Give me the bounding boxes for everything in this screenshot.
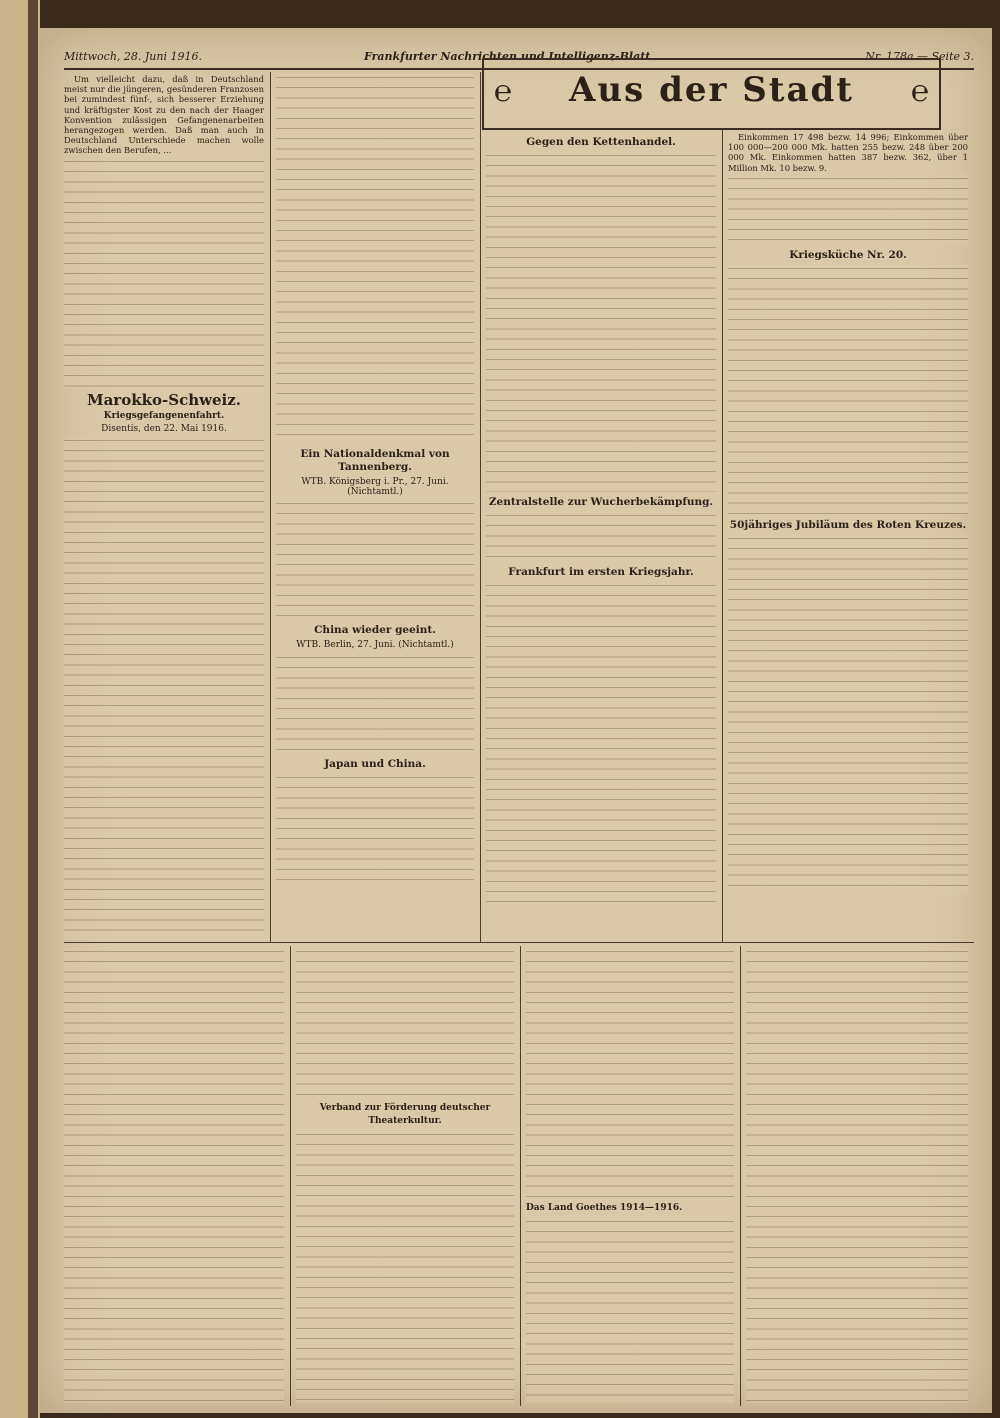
column-3 [486,132,716,940]
column-rule [740,946,741,1406]
feuilleton-column-2 [296,948,514,1403]
text-block [486,512,716,562]
article-heading: 50jähriges Jubiläum des Roten Kreuzes. [729,518,967,531]
text-block [296,1131,514,1403]
ornament-icon: ℮ [910,74,929,109]
feuilleton-column-4 [746,948,968,1403]
article-heading: Das Land Goethes 1914—1916. [526,1203,683,1213]
text-block [276,74,474,444]
text-block [276,654,474,754]
col4-intro: Einkommen 17 498 bezw. 14 996; Einkommen über 100 000—200 000 Mk. hatten 255 bezw. 248 über 200 000 Mk. Einkommen hatten 387 bezw. 362, über 1 Million Mk. 10 bezw. 9. [728,132,968,173]
article-dateline: Disentis, den 22. Mai 1916. [101,423,227,434]
header-masthead: Frankfurter Nachrichten und Intelligenz-Blatt [364,50,651,63]
section-banner [482,58,941,130]
binding-shadow [28,0,38,1418]
text-block [486,582,716,902]
article-dateline: WTB. Berlin, 27. Juni. (Nichtamtl.) [296,640,454,651]
text-block [746,948,968,1403]
header-page-number: Nr. 178a — Seite 3. [865,50,974,63]
text-block [276,774,474,884]
ornament-icon: ℮ [494,74,513,109]
text-block [486,152,716,492]
feuilleton-column-1 [64,948,284,1403]
article-heading: Marokko-Schweiz. [86,390,241,409]
article-heading: Japan und China. [324,757,426,770]
article-heading: Ein Nationaldenkmal von Tannenberg. [300,448,450,473]
column-1 [64,74,264,940]
article-heading: China wieder geeint. [314,624,436,637]
text-block [526,948,734,1198]
article-dateline: WTB. Königsberg i. Pr., 27. Juni. (Nichtamtl.) [301,477,449,498]
article-heading: Gegen den Kettenhandel. [526,136,676,148]
column-rule [520,946,521,1406]
section-rule [64,942,974,943]
section-title: Aus der Stadt [568,70,854,110]
column-rule [722,128,723,942]
article-heading: Kriegsküche Nr. 20. [789,248,907,261]
column-rule [480,72,481,942]
newspaper-page [40,28,992,1413]
column-rule [270,72,271,942]
text-block [64,437,264,940]
header-date: Mittwoch, 28. Juni 1916. [64,50,202,63]
text-block [64,948,284,1403]
column-rule [290,946,291,1406]
text-block [276,500,474,620]
feuilleton-column-3 [526,948,734,1403]
col1-intro: Um vielleicht dazu, daß in Deutschland meist nur die jüngeren, gesünderen Franzosen bei zumindest fünf-, sich besserer Erziehung und kräftigster Kost zu den nach der Haager Konvention zulässigen Gefangenenarbeiten herangezogen werden. Daß man auch in Deutschland Unterschiede machen wolle zwischen den Berufen, ... [64,74,264,156]
text-block [64,158,264,388]
article-subheading: Kriegsgefangenenfahrt. [103,410,225,421]
text-block [728,265,968,515]
column-4 [728,132,968,940]
text-block [296,948,514,1098]
text-block [728,535,968,895]
article-heading: Zentralstelle zur Wucherbekämpfung. [488,496,714,508]
text-block [728,175,968,245]
column-2 [276,74,474,940]
article-heading: Frankfurt im ersten Kriegsjahr. [508,566,694,578]
text-block [526,1218,734,1403]
article-heading: Verband zur Förderung deutscher Theaterkultur. [319,1103,491,1126]
